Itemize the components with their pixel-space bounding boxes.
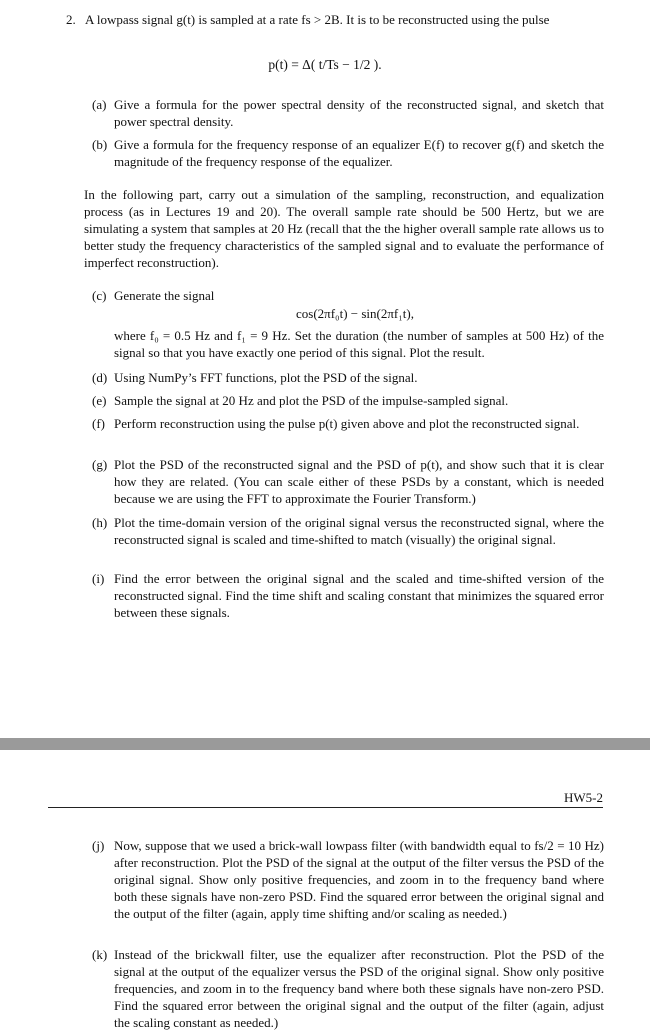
pulse-formula: p(t) = Δ( t/Ts − 1/2 ). [268, 57, 382, 72]
item-k-text: Instead of the brickwall filter, use the equalizer after reconstruction. Plot the PSD of the signal at the output of the equalizer versus the PSD of the original signal. Show only positive frequencies, and zoom in to the frequency band where both these signals have non-zero PSD. Find the squared error between the original signal and the output of the filter (again, adjust the scaling constant as needed.) [114, 947, 604, 1030]
item-i [92, 570, 604, 621]
item-b-text: Give a formula for the frequency response of an equalizer E(f) to recover g(f) and sketch the magnitude of the frequency response of the equalizer. [114, 137, 604, 169]
page-break-bar [0, 738, 650, 750]
item-k [92, 946, 604, 1031]
item-c-label: (c) [92, 288, 107, 303]
item-h-text: Plot the time-domain version of the original signal versus the reconstructed signal, where the reconstructed signal is scaled and time-shifted to match (visually) the original signal. [114, 515, 604, 547]
item-f-text: Perform reconstruction using the pulse p(t) given above and plot the reconstructed signal. [114, 416, 580, 431]
item-e-label: (e) [92, 393, 107, 408]
item-b-label: (b) [92, 137, 108, 152]
item-b [92, 136, 604, 170]
item-a-label: (a) [92, 97, 107, 112]
item-c-formula: cos(2πf₀t) − sin(2πf₁t), [296, 306, 414, 321]
item-g-label: (g) [92, 457, 108, 472]
item-f [92, 415, 604, 432]
item-e-text: Sample the signal at 20 Hz and plot the PSD of the impulse-sampled signal. [114, 393, 509, 408]
item-h [92, 514, 604, 548]
item-a [92, 96, 604, 130]
header-rule [48, 807, 603, 808]
item-i-text: Find the error between the original signal and the scaled and time-shifted version of the reconstructed signal. Find the time shift and scaling constant that minimizes the squared error between these signals. [114, 571, 604, 620]
item-k-label: (k) [92, 947, 108, 962]
item-c-after: where f₀ = 0.5 Hz and f₁ = 9 Hz. Set the duration (the number of samples at 500 Hz) of the signal so that you have exactly one period of this signal. Plot the result. [114, 328, 604, 360]
page-header: HW5-2 [564, 790, 603, 805]
item-c [92, 287, 604, 304]
item-h-label: (h) [92, 515, 108, 530]
simulation-paragraph: In the following part, carry out a simulation of the sampling, reconstruction, and equalization process (as in Lectures 19 and 20). The overall sample rate should be 500 Hertz, but we are simulating a system that samples at 20 Hz (recall that the the higher overall sample rate allows us to better study the frequency characteristics of the sampled signal and to evaluate the performance of imperfect reconstruction). [84, 187, 604, 270]
item-g [92, 456, 604, 507]
item-j-label: (j) [92, 838, 105, 853]
item-a-text: Give a formula for the power spectral density of the reconstructed signal, and sketch that power spectral density. [114, 97, 604, 129]
item-j-text: Now, suppose that we used a brick-wall lowpass filter (with bandwidth equal to fs/2 = 10 Hz) after reconstruction. Plot the PSD of the signal at the output of the filter versus the PSD of the original signal. Show only positive frequencies, and zoom in to the frequency band where both these signals have non-zero PSD. Find the squared error between the original signal and the output of the filter (again, apply time shifting and/or scaling as needed.) [114, 838, 604, 921]
question-number: 2. [66, 12, 76, 27]
item-c-text: Generate the signal [114, 288, 215, 303]
item-d-text: Using NumPy’s FFT functions, plot the PSD of the signal. [114, 370, 418, 385]
item-e [92, 392, 604, 409]
item-d [92, 369, 604, 386]
item-g-text: Plot the PSD of the reconstructed signal and the PSD of p(t), and show such that it is clear how they are related. (You can scale either of these PSDs by a constant, which is needed because we are using the FFT to approximate the Fourier Transform.) [114, 457, 604, 506]
item-d-label: (d) [92, 370, 108, 385]
item-f-label: (f) [92, 416, 105, 431]
item-i-label: (i) [92, 571, 105, 586]
item-j [92, 837, 604, 922]
question-intro: A lowpass signal g(t) is sampled at a rate fs > 2B. It is to be reconstructed using the pulse [85, 12, 550, 27]
